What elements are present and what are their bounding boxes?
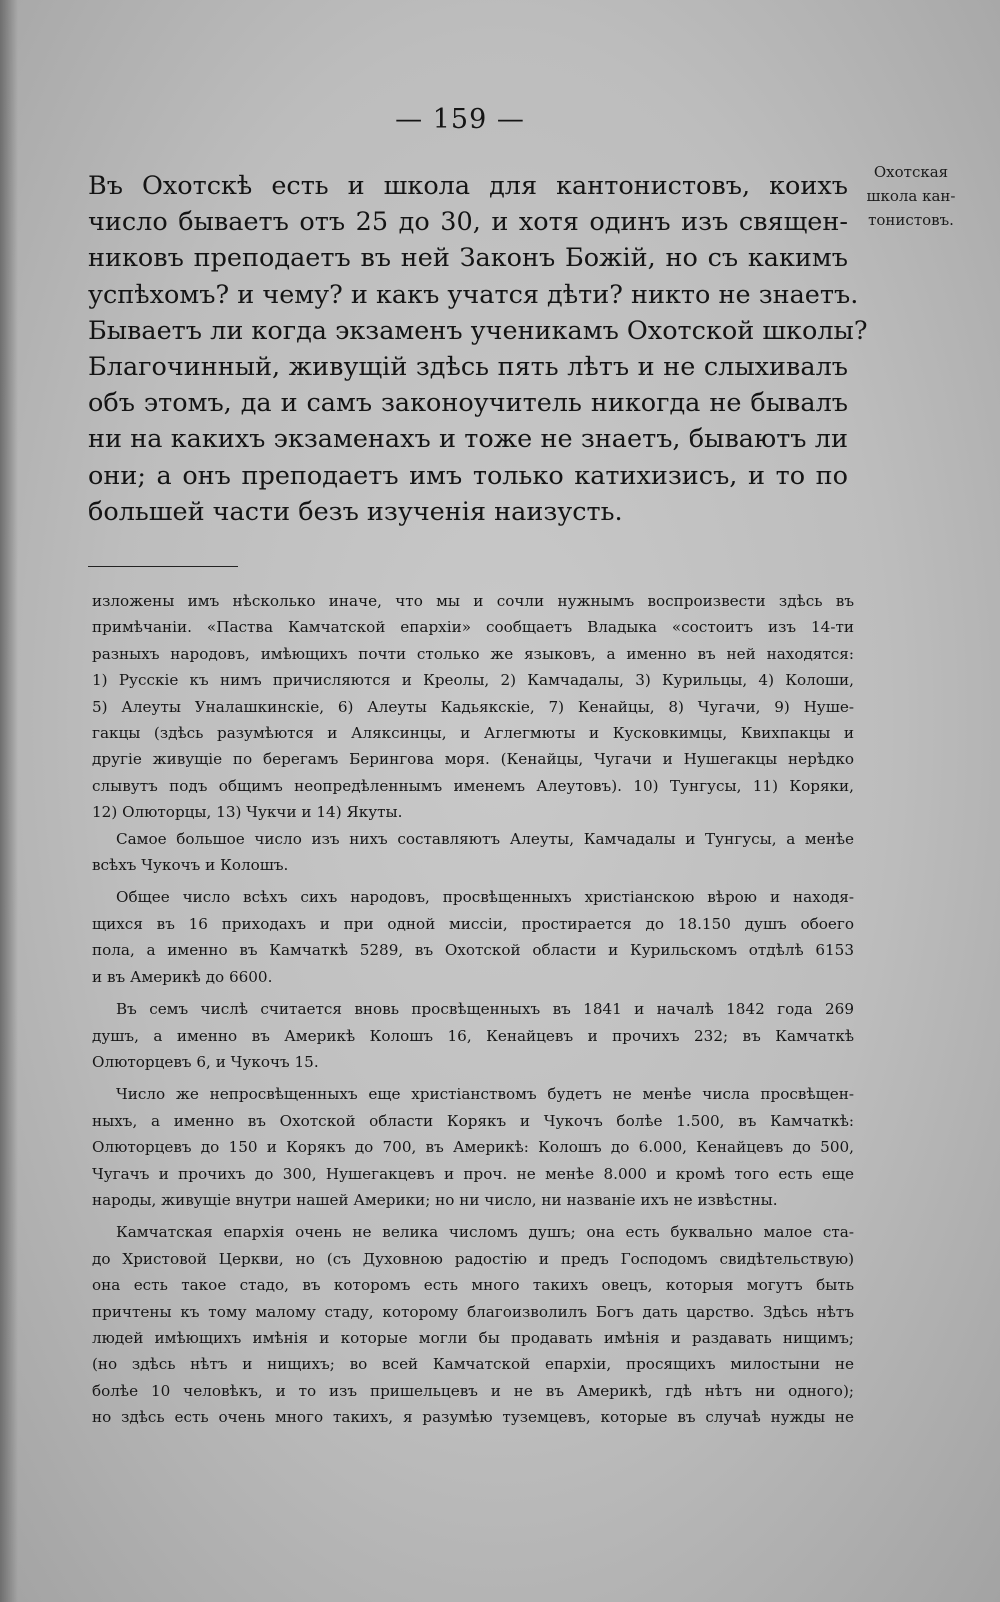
margin-note-line: Охотская (873, 163, 949, 181)
main-paragraph (88, 168, 868, 530)
margin-note-line: школа кан- (866, 187, 956, 205)
footnote-line: 5) Алеуты Уналашкинскіе, 6) Алеуты Кадьякскіе, 7) Кенайцы, 8) Чугачи, 9) Нуше- (92, 697, 854, 716)
text-line: никовъ преподаетъ въ ней Законъ Божій, но съ какимъ (88, 243, 848, 274)
footnote-line: людей имѣющихъ имѣнія и которые могли бы продавать имѣнія и раздавать нищимъ; (92, 1328, 854, 1347)
footnote-line: пола, а именно въ Камчаткѣ 5289, въ Охотской области и Курильскомъ отдѣлѣ 6153 (92, 941, 854, 960)
footnote-line: и въ Америкѣ до 6600. (92, 967, 273, 986)
footnote-line: Число же непросвѣщенныхъ еще христіанствомъ будетъ не менѣе числа просвѣщен- (116, 1085, 854, 1104)
footnote-line: болѣе 10 человѣкъ, и то изъ пришельцевъ и не въ Америкѣ, гдѣ нѣтъ ни одного); (92, 1381, 854, 1400)
footnote-line: примѣчаніи. «Паства Камчатской епархіи» сообщаетъ Владыка «состоитъ изъ 14-ти (92, 618, 854, 637)
footnote-line: слывутъ подъ общимъ неопредѣленнымъ именемъ Алеутовъ). 10) Тунгусы, 11) Коряки, (92, 776, 854, 795)
footnote-line: до Христовой Церкви, но (съ Духовною радостію и предъ Господомъ свидѣтельствую) (92, 1249, 854, 1268)
footnote-line: Чугачъ и прочихъ до 300, Нушегакцевъ и проч. не менѣе 8.000 и кромѣ того есть еще (92, 1164, 854, 1183)
footnote-line: ныхъ, а именно въ Охотской области Корякъ и Чукочъ болѣе 1.500, въ Камчаткѣ: (92, 1111, 854, 1130)
footnote-line: всѣхъ Чукочъ и Колошъ. (92, 856, 289, 875)
margin-note (846, 160, 976, 232)
footnote-separator (88, 566, 238, 567)
footnote-line: Въ семъ числѣ считается вновь просвѣщенныхъ въ 1841 и началѣ 1842 года 269 (116, 1000, 854, 1019)
text-line: объ этомъ, да и самъ законоучитель никогда не бывалъ (88, 388, 848, 419)
text-line: успѣхомъ? и чему? и какъ учатся дѣти? никто не знаетъ. (88, 279, 859, 310)
footnote-line: народы, живущіе внутри нашей Америки; но ни число, ни названіе ихъ не извѣстны. (92, 1190, 778, 1209)
text-line: они; а онъ преподаетъ имъ только катихизисъ, и то по (88, 460, 848, 491)
footnote-line: 12) Олюторцы, 13) Чукчи и 14) Якуты. (92, 803, 403, 822)
footnote-line: гакцы (здѣсь разумѣются и Аляксинцы, и Аглегмюты и Кусковкимцы, Квихпакцы и (92, 724, 854, 743)
footnote-line: но здѣсь есть очень много такихъ, я разумѣю туземцевъ, которые въ случаѣ нужды не (92, 1408, 854, 1427)
page-edge-shadow (0, 0, 18, 1602)
text-line: большей части безъ изученія наизусть. (88, 496, 623, 527)
text-line: число бываетъ отъ 25 до 30, и хотя одинъ изъ священ- (88, 207, 848, 238)
footnote-line: разныхъ народовъ, имѣющихъ почти столько же языковъ, а именно въ ней находятся: (92, 644, 854, 663)
text-line: Благочинный, живущій здѣсь пять лѣтъ и не слыхивалъ (88, 352, 848, 383)
footnote-line: Олюторцевъ 6, и Чукочъ 15. (92, 1052, 319, 1071)
footnote-line: Камчатская епархія очень не велика числомъ душъ; она есть буквально малое ста- (116, 1223, 854, 1242)
margin-note-line: тонистовъ. (868, 211, 954, 229)
text-line: Бываетъ ли когда экзаменъ ученикамъ Охотской школы? (88, 315, 868, 346)
footnote-line: (но здѣсь нѣтъ и нищихъ; во всей Камчатской епархіи, просящихъ милостыни не (92, 1355, 854, 1374)
footnote-line: щихся въ 16 приходахъ и при одной миссіи, простирается до 18.150 душъ обоего (92, 914, 854, 933)
footnote-line: 1) Русскіе къ нимъ причисляются и Креолы, 2) Камчадалы, 3) Курильцы, 4) Колоши, (92, 671, 854, 690)
footnote-line: причтены къ тому малому стаду, которому благоизволилъ Богъ дать царство. Здѣсь нѣтъ (92, 1302, 854, 1321)
footnote-block (92, 588, 854, 1431)
text-line: ни на какихъ экзаменахъ и тоже не знаетъ, бываютъ ли (88, 424, 848, 455)
footnote-line: Олюторцевъ до 150 и Корякъ до 700, въ Америкѣ: Колошъ до 6.000, Кенайцевъ до 500, (92, 1138, 854, 1157)
footnote-line: изложены имъ нѣсколько иначе, что мы и сочли нужнымъ воспроизвести здѣсь въ (92, 592, 854, 610)
text-line: Въ Охотскѣ есть и школа для кантонистовъ, коихъ (88, 171, 848, 201)
footnote-line: Общее число всѣхъ сихъ народовъ, просвѣщенныхъ христіанскою вѣрою и находя- (116, 888, 854, 907)
footnote-line: Самое большое число изъ нихъ составляютъ Алеуты, Камчадалы и Тунгусы, а менѣе (116, 829, 854, 848)
page-number: — 159 — (395, 104, 525, 135)
footnote-line: она есть такое стадо, въ которомъ есть много такихъ овецъ, которыя могутъ быть (92, 1276, 854, 1295)
footnote-line: другіе живущіе по берегамъ Берингова моря. (Кенайцы, Чугачи и Нушегакцы нерѣдко (92, 750, 854, 769)
footnote-line: душъ, а именно въ Америкѣ Колошъ 16, Кенайцевъ и прочихъ 232; въ Камчаткѣ (92, 1026, 854, 1045)
